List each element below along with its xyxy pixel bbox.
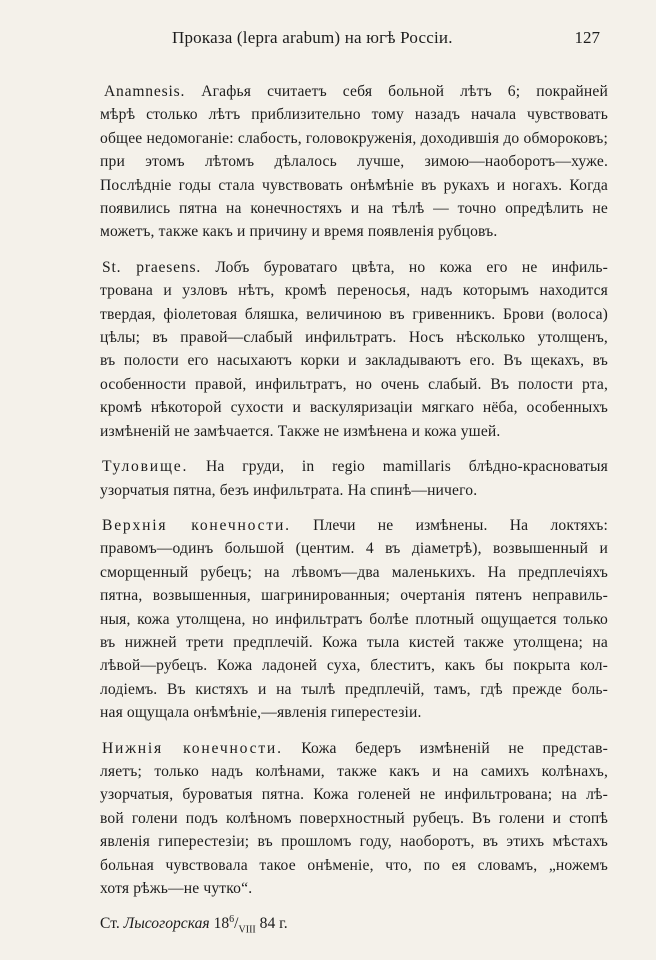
paragraph-lower-limbs [100, 737, 608, 901]
signature-line: Ст. Лысогорская $18^6/_{VIII}$ 84 г. [100, 914, 288, 936]
signature-month-under: VIII [238, 924, 256, 936]
paragraph-status-praesens [100, 256, 608, 443]
text-line: твердая, фіолетовая бляшка, величиною въ гривенникъ. Брови (волоса) [100, 305, 608, 323]
text-line: ляетъ; только надъ колѣнами, также какъ и на самихъ колѣнахъ, [100, 762, 608, 780]
text-line: появились пятна на конечностяхъ и на тѣлѣ — точно опредѣлить не [100, 200, 608, 218]
text-line: узорчатыя, буроватыя пятна. Кожа голеней не инфильтрована; на лѣ- [100, 786, 608, 804]
text-line: Послѣдніе годы стала чувствовать онѣмѣніе въ рукахъ и ногахъ. Когда [100, 176, 608, 194]
signature-day: 18 [213, 915, 230, 933]
section-lead: St. praesens. [102, 258, 202, 276]
text-line: общее недомоганіе: слабость, головокруженія, доходившія до обмороковъ; [100, 129, 608, 147]
text-line: мѣрѣ столько лѣтъ приблизительно тому назадъ начала чувствовать [100, 106, 608, 124]
text-line: St. praesens. Лобъ буроватаго цвѣта, но кожа его не инфиль- [102, 258, 608, 276]
paragraph-anamnesis [100, 80, 608, 244]
text-line: при этомъ лѣтомъ дѣлалось лучше, зимою—наоборотъ—хуже. [100, 153, 608, 171]
text-line: хотя рѣжь—не чутко“. [100, 880, 253, 897]
signature-place: Лысогорская [123, 915, 210, 933]
text-line: можетъ, также какъ и причину и время появленія рубцовъ. [100, 223, 498, 241]
text-line: сморщенный рубецъ; на лѣвомъ—два маленькихъ. На предплечіяхъ [100, 563, 608, 581]
text-line: ныя, кожа утолщена, но инфильтратъ болѣе плотный ощущается только [100, 610, 608, 628]
body-text [100, 80, 608, 900]
text-line: больная чувствовала такое онѣменіе, что, по ея словамъ, „ножемъ [100, 856, 608, 874]
text-line: трована и узловъ нѣтъ, кромѣ переносья, надъ которымъ находится [100, 282, 608, 300]
text-line: явленія гиперестезіи; въ прошломъ году, наоборотъ, въ этихъ мѣстахъ [100, 833, 608, 851]
paragraph-upper-limbs [100, 514, 608, 725]
text-line: вой голени подъ колѣномъ поверхностный рубецъ. Въ голени и стопѣ [100, 809, 608, 827]
running-title: Проказа (lepra arabum) на югѣ Россіи. [172, 28, 453, 47]
signature-prefix: Ст. [100, 915, 120, 933]
text-line: правомъ—одинъ большой (центим. 4 въ діаметрѣ), возвышенный и [100, 540, 608, 558]
text-line: лодіемъ. Въ кистяхъ и на тылѣ предплечій, тамъ, гдѣ прежде боль- [100, 680, 608, 698]
text-line: Туловище. На груди, in regio mamillaris блѣдно-красноватыя [102, 458, 608, 476]
section-lead: Туловище. [102, 458, 189, 476]
text-line: узорчатыя пятна, безъ инфильтрата. На спинѣ—ничего. [100, 481, 478, 499]
text-line: измѣненій не замѣчается. Также не измѣнена и кожа ушей. [100, 422, 501, 440]
signature-year: 84 г. [259, 915, 288, 933]
text-line: кромѣ нѣкоторой сухости и васкуляризаціи мягкаго нёба, особенныхъ [100, 399, 608, 417]
page-header [100, 28, 608, 56]
text-line: Нижнія конечности. Кожа бедеръ измѣненій не представ- [102, 739, 608, 757]
section-lead: Верхнія конечности. [102, 516, 291, 534]
text-line: особенности правой, инфильтратъ, но очень слабый. Въ полости рта, [100, 375, 608, 393]
text-line: Anamnesis. Агафья считаетъ себя больной лѣтъ 6; покрайней [104, 83, 608, 100]
paragraph-torso [100, 455, 608, 502]
text-line: ная ощущала онѣмѣніе,—явленія гиперестезіи. [100, 704, 422, 722]
text-line: цѣлы; въ правой—слабый инфильтратъ. Носъ нѣсколько утолщенъ, [100, 329, 608, 347]
text-line: Верхнія конечности. Плечи не измѣнены. На локтяхъ: [102, 516, 608, 534]
text-line: въ нижней трети предплечій. Кожа тыла кистей также утолщена; на [100, 633, 608, 651]
text-line: въ полости его насыхаютъ корки и закладываютъ его. Въ щекахъ, въ [100, 352, 608, 370]
section-lead: Anamnesis. [104, 83, 186, 100]
section-lead: Нижнія конечности. [102, 739, 283, 757]
page-number: 127 [574, 28, 600, 47]
text-line: лѣвой—рубецъ. Кожа ладоней суха, блеститъ, какъ бы покрыта кол- [100, 657, 608, 675]
signature-month-over: 6 [229, 914, 235, 926]
text-line: пятна, возвышенныя, шагринированныя; очертанія пятенъ неправиль- [100, 587, 608, 605]
